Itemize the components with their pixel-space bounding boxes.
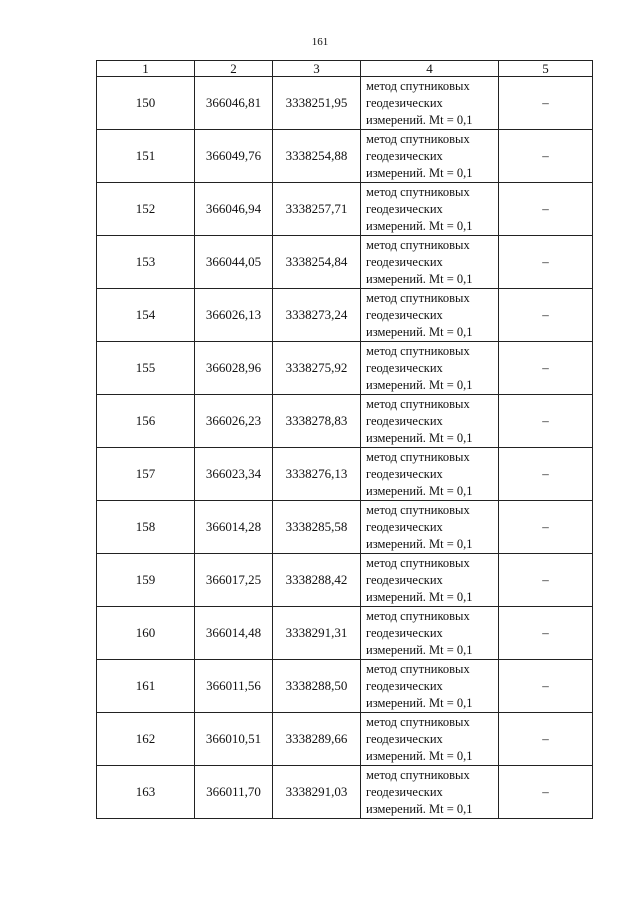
table-row xyxy=(97,713,593,766)
method-cell xyxy=(361,130,499,183)
description-cell: – xyxy=(499,395,593,448)
point-number-cell: 162 xyxy=(97,713,195,766)
x-coordinate-cell: 366023,34 xyxy=(195,448,273,501)
y-coordinate-cell: 3338251,95 xyxy=(273,77,361,130)
method-cell xyxy=(361,554,499,607)
x-coordinate-cell: 366044,05 xyxy=(195,236,273,289)
point-number-cell: 159 xyxy=(97,554,195,607)
description-cell: – xyxy=(499,289,593,342)
description-cell: – xyxy=(499,501,593,554)
method-cell xyxy=(361,660,499,713)
x-coordinate-cell: 366026,13 xyxy=(195,289,273,342)
method-line-3: измерений. Mt = 0,1 xyxy=(366,430,473,445)
description-cell: – xyxy=(499,130,593,183)
y-coordinate-cell: 3338254,84 xyxy=(273,236,361,289)
page-number: 161 xyxy=(311,36,329,48)
method-line-3: измерений. Mt = 0,1 xyxy=(366,271,473,286)
method-line-2: геодезических xyxy=(366,307,443,322)
method-line-1: метод спутниковых xyxy=(366,290,470,305)
method-line-3: измерений. Mt = 0,1 xyxy=(366,589,473,604)
method-line-2: геодезических xyxy=(366,625,443,640)
method-line-1: метод спутниковых xyxy=(366,767,470,782)
x-coordinate-cell: 366017,25 xyxy=(195,554,273,607)
method-cell xyxy=(361,395,499,448)
x-coordinate-cell: 366049,76 xyxy=(195,130,273,183)
point-number-cell: 155 xyxy=(97,342,195,395)
table-row xyxy=(97,236,593,289)
method-line-2: геодезических xyxy=(366,731,443,746)
column-header-3: 3 xyxy=(273,61,361,77)
table-row xyxy=(97,289,593,342)
method-line-1: метод спутниковых xyxy=(366,396,470,411)
point-number-cell: 157 xyxy=(97,448,195,501)
method-line-2: геодезических xyxy=(366,148,443,163)
table-row xyxy=(97,130,593,183)
method-cell xyxy=(361,448,499,501)
method-line-3: измерений. Mt = 0,1 xyxy=(366,218,473,233)
table-row xyxy=(97,342,593,395)
method-cell xyxy=(361,766,499,819)
description-cell: – xyxy=(499,448,593,501)
x-coordinate-cell: 366011,56 xyxy=(195,660,273,713)
y-coordinate-cell: 3338275,92 xyxy=(273,342,361,395)
table-row xyxy=(97,660,593,713)
method-cell xyxy=(361,713,499,766)
method-line-1: метод спутниковых xyxy=(366,555,470,570)
point-number-cell: 158 xyxy=(97,501,195,554)
method-cell xyxy=(361,183,499,236)
point-number-cell: 153 xyxy=(97,236,195,289)
table-row xyxy=(97,183,593,236)
description-cell: – xyxy=(499,660,593,713)
column-header-4: 4 xyxy=(361,61,499,77)
method-cell xyxy=(361,342,499,395)
method-line-1: метод спутниковых xyxy=(366,661,470,676)
method-line-1: метод спутниковых xyxy=(366,608,470,623)
description-cell: – xyxy=(499,342,593,395)
method-line-3: измерений. Mt = 0,1 xyxy=(366,801,473,816)
method-line-2: геодезических xyxy=(366,572,443,587)
y-coordinate-cell: 3338291,31 xyxy=(273,607,361,660)
method-line-2: геодезических xyxy=(366,95,443,110)
x-coordinate-cell: 366026,23 xyxy=(195,395,273,448)
method-line-3: измерений. Mt = 0,1 xyxy=(366,483,473,498)
method-line-1: метод спутниковых xyxy=(366,449,470,464)
method-cell xyxy=(361,289,499,342)
method-cell xyxy=(361,77,499,130)
method-line-3: измерений. Mt = 0,1 xyxy=(366,748,473,763)
method-line-1: метод спутниковых xyxy=(366,343,470,358)
point-number-cell: 151 xyxy=(97,130,195,183)
table-row xyxy=(97,448,593,501)
method-line-1: метод спутниковых xyxy=(366,502,470,517)
point-number-cell: 154 xyxy=(97,289,195,342)
x-coordinate-cell: 366011,70 xyxy=(195,766,273,819)
point-number-cell: 150 xyxy=(97,77,195,130)
table-row xyxy=(97,766,593,819)
y-coordinate-cell: 3338288,50 xyxy=(273,660,361,713)
method-cell xyxy=(361,501,499,554)
description-cell: – xyxy=(499,236,593,289)
method-line-1: метод спутниковых xyxy=(366,131,470,146)
method-line-3: измерений. Mt = 0,1 xyxy=(366,377,473,392)
table-row xyxy=(97,554,593,607)
method-line-1: метод спутниковых xyxy=(366,714,470,729)
method-line-2: геодезических xyxy=(366,413,443,428)
method-line-2: геодезических xyxy=(366,254,443,269)
table-header xyxy=(97,61,593,77)
method-line-3: измерений. Mt = 0,1 xyxy=(366,324,473,339)
table-row xyxy=(97,77,593,130)
point-number-cell: 156 xyxy=(97,395,195,448)
table-row xyxy=(97,395,593,448)
x-coordinate-cell: 366046,81 xyxy=(195,77,273,130)
description-cell: – xyxy=(499,554,593,607)
method-line-2: геодезических xyxy=(366,784,443,799)
point-number-cell: 160 xyxy=(97,607,195,660)
header-row xyxy=(97,61,593,77)
column-header-1: 1 xyxy=(97,61,195,77)
x-coordinate-cell: 366046,94 xyxy=(195,183,273,236)
table-row xyxy=(97,607,593,660)
method-line-2: геодезических xyxy=(366,519,443,534)
y-coordinate-cell: 3338273,24 xyxy=(273,289,361,342)
column-header-2: 2 xyxy=(195,61,273,77)
method-line-2: геодезических xyxy=(366,466,443,481)
point-number-cell: 152 xyxy=(97,183,195,236)
table-row xyxy=(97,501,593,554)
point-number-cell: 163 xyxy=(97,766,195,819)
method-cell xyxy=(361,236,499,289)
table-body xyxy=(97,77,593,819)
description-cell: – xyxy=(499,183,593,236)
description-cell: – xyxy=(499,713,593,766)
y-coordinate-cell: 3338285,58 xyxy=(273,501,361,554)
method-line-2: геодезических xyxy=(366,201,443,216)
y-coordinate-cell: 3338291,03 xyxy=(273,766,361,819)
method-cell xyxy=(361,607,499,660)
description-cell: – xyxy=(499,766,593,819)
description-cell: – xyxy=(499,77,593,130)
method-line-1: метод спутниковых xyxy=(366,78,470,93)
method-line-1: метод спутниковых xyxy=(366,237,470,252)
y-coordinate-cell: 3338278,83 xyxy=(273,395,361,448)
y-coordinate-cell: 3338254,88 xyxy=(273,130,361,183)
column-header-5: 5 xyxy=(499,61,593,77)
x-coordinate-cell: 366014,48 xyxy=(195,607,273,660)
method-line-3: измерений. Mt = 0,1 xyxy=(366,642,473,657)
method-line-3: измерений. Mt = 0,1 xyxy=(366,695,473,710)
method-line-2: геодезических xyxy=(366,360,443,375)
description-cell: – xyxy=(499,607,593,660)
method-line-1: метод спутниковых xyxy=(366,184,470,199)
y-coordinate-cell: 3338288,42 xyxy=(273,554,361,607)
y-coordinate-cell: 3338289,66 xyxy=(273,713,361,766)
x-coordinate-cell: 366014,28 xyxy=(195,501,273,554)
y-coordinate-cell: 3338276,13 xyxy=(273,448,361,501)
x-coordinate-cell: 366010,51 xyxy=(195,713,273,766)
method-line-2: геодезических xyxy=(366,678,443,693)
x-coordinate-cell: 366028,96 xyxy=(195,342,273,395)
method-line-3: измерений. Mt = 0,1 xyxy=(366,165,473,180)
method-line-3: измерений. Mt = 0,1 xyxy=(366,536,473,551)
y-coordinate-cell: 3338257,71 xyxy=(273,183,361,236)
point-number-cell: 161 xyxy=(97,660,195,713)
coordinates-table xyxy=(96,60,593,819)
method-line-3: измерений. Mt = 0,1 xyxy=(366,112,473,127)
